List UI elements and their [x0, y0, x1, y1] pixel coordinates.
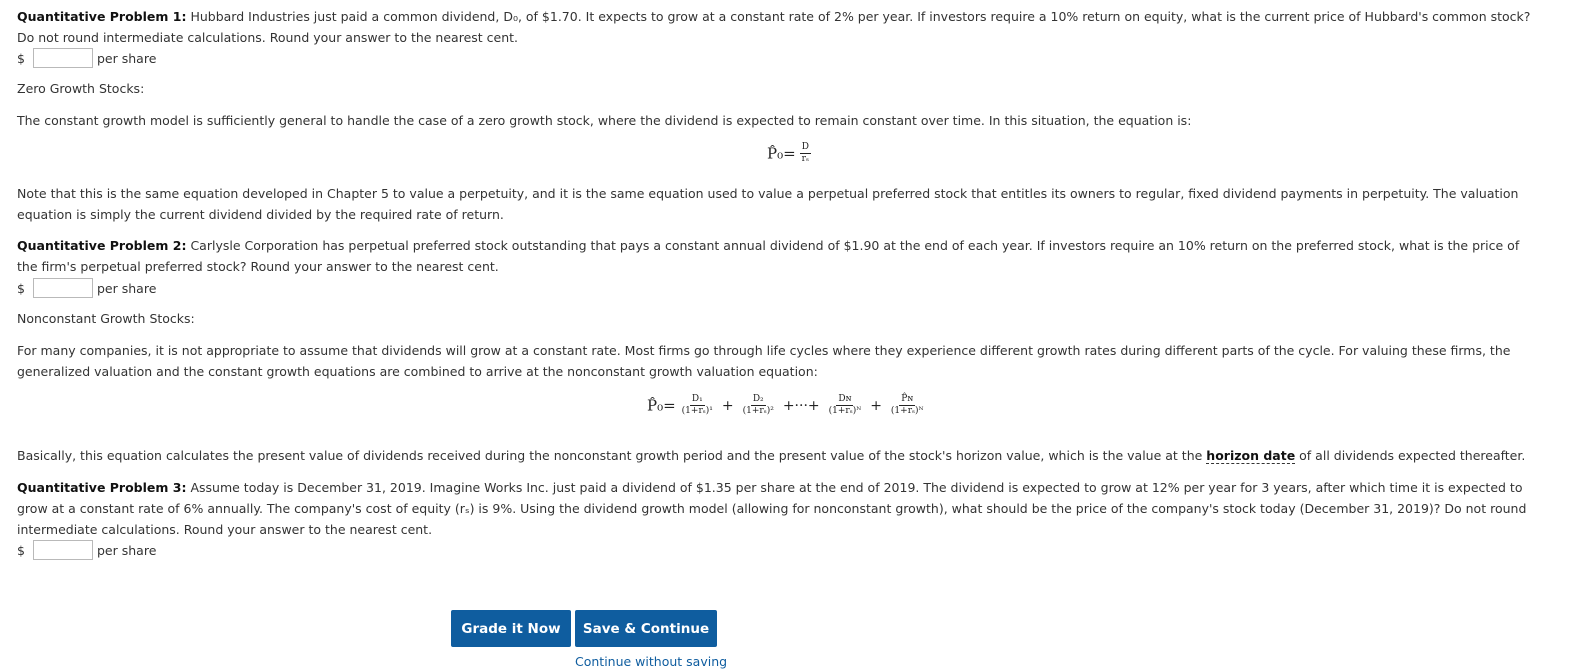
nc-term-2	[741, 394, 776, 417]
nc-term-4-denominator: (1+rₛ)ᴺ	[890, 406, 924, 416]
zero-growth-note-block	[17, 183, 1537, 225]
q2-block	[17, 235, 1537, 277]
zero-eq-denominator: rₛ	[801, 154, 810, 164]
zero-eq-numerator: D	[801, 142, 809, 152]
q3-unit: per share	[97, 542, 157, 558]
zero-growth-intro-block	[17, 110, 1537, 131]
continue-without-saving-link[interactable]: Continue without saving	[575, 654, 728, 669]
q1-block	[17, 6, 1537, 48]
nc-term-2-numerator: D₂	[752, 394, 764, 404]
nc-term-1	[680, 394, 715, 417]
q2-unit: per share	[97, 280, 157, 296]
q1-unit: per share	[97, 50, 157, 66]
zero-growth-heading: Zero Growth Stocks:	[17, 81, 145, 96]
nc-term-3-numerator: Dɴ	[838, 394, 852, 404]
nc-term-3-denominator: (1+rₛ)ᴺ	[828, 406, 862, 416]
nonconstant-equation	[647, 394, 926, 417]
nc-term-1-numerator: D₁	[691, 394, 703, 404]
q3-answer-row	[17, 540, 156, 560]
nc-plus-1: +	[721, 397, 734, 414]
nonconstant-intro: For many companies, it is not appropriate to assume that dividends will grow at a constant rate. Most firms go through life cycles where they experience different growth rates during different parts of the cycle. For valuing these firms, the generalized valuation and the constant growth equations are combined to arrive at the nonconstant growth valuation equation:	[17, 343, 1511, 379]
nonconstant-intro-block	[17, 340, 1537, 382]
q2-paragraph	[17, 235, 1537, 277]
nonconstant-basic	[17, 445, 1537, 466]
q3-title: Quantitative Problem 3:	[17, 480, 187, 495]
q3-block	[17, 477, 1537, 540]
zero-growth-intro: The constant growth model is sufficiently general to handle the case of a zero growth stock, where the dividend is expected to remain constant over time. In this situation, the equation is:	[17, 113, 1192, 128]
q3-paragraph	[17, 477, 1537, 540]
nonconstant-heading: Nonconstant Growth Stocks:	[17, 311, 195, 326]
q1-currency: $	[17, 50, 25, 66]
q1-paragraph	[17, 6, 1537, 48]
nc-plus-2: +	[870, 397, 882, 414]
q2-title: Quantitative Problem 2:	[17, 238, 187, 253]
nc-term-3	[827, 394, 864, 417]
horizon-date-link[interactable]: horizon date	[1206, 448, 1296, 463]
nonconstant-heading-block	[17, 308, 1537, 329]
nc-eq-lhs: P̂₀=	[647, 396, 676, 415]
q3-text: Assume today is December 31, 2019. Imagine Works Inc. just paid a dividend of $1.35 per share at the end of 2019. The dividend is expected to grow at 12% per year for 3 years, after which time it is expected to grow at a constant rate of 6% annually. The company's cost of equity (rₛ) is 9%. Using the dividend growth model (allowing for nonconstant growth), what should be the price of the company's stock today (December 31, 2019)? Do not round intermediate calculations. Round your answer to the nearest cent.	[17, 480, 1527, 537]
q1-answer-input[interactable]	[33, 48, 93, 68]
zero-growth-note: Note that this is the same equation developed in Chapter 5 to value a perpetuity, and it is the same equation used to value a perpetual preferred stock that entitles its owners to regular, fixed dividend payments in perpetuity. The valuation equation is simply the current dividend divided by the required rate of return.	[17, 186, 1519, 222]
nc-term-2-denominator: (1+rₛ)²	[742, 406, 774, 416]
zero-growth-equation	[767, 142, 811, 165]
q1-text: Hubbard Industries just paid a common dividend, D₀, of $1.70. It expects to grow at a constant rate of 2% per year. If investors require a 10% return on equity, what is the current price of Hubbard's common stock? Do not round intermediate calculations. Round your answer to the nearest cent.	[17, 9, 1531, 45]
grade-it-now-button[interactable]: Grade it Now	[451, 610, 571, 647]
save-continue-button[interactable]: Save & Continue	[575, 610, 717, 647]
nonconstant-basic-block	[17, 445, 1537, 466]
q1-answer-row	[17, 48, 156, 68]
q2-text: Carlysle Corporation has perpetual preferred stock outstanding that pays a constant annual dividend of $1.90 at the end of each year. If investors require an 10% return on the preferred stock, what is the price of the firm's perpetual preferred stock? Round your answer to the nearest cent.	[17, 238, 1520, 274]
basic-text-post: of all dividends expected thereafter.	[1295, 448, 1526, 463]
nc-term-1-denominator: (1+rₛ)¹	[681, 406, 713, 416]
nc-ellipsis: +···+	[782, 397, 820, 414]
zero-eq-fraction	[800, 142, 811, 165]
q2-answer-input[interactable]	[33, 278, 93, 298]
q2-currency: $	[17, 280, 25, 296]
nc-term-4	[889, 394, 926, 417]
basic-text-pre: Basically, this equation calculates the present value of dividends received during the nonconstant growth period and the present value of the stock's horizon value, which is the value at the	[17, 448, 1207, 463]
zero-eq-lhs: P̂₀=	[767, 144, 796, 163]
q3-currency: $	[17, 542, 25, 558]
zero-growth-heading-block	[17, 78, 1537, 99]
q2-answer-row	[17, 278, 156, 298]
nc-term-4-numerator: P̂ɴ	[901, 394, 914, 404]
q3-answer-input[interactable]	[33, 540, 93, 560]
q1-title: Quantitative Problem 1:	[17, 9, 187, 24]
